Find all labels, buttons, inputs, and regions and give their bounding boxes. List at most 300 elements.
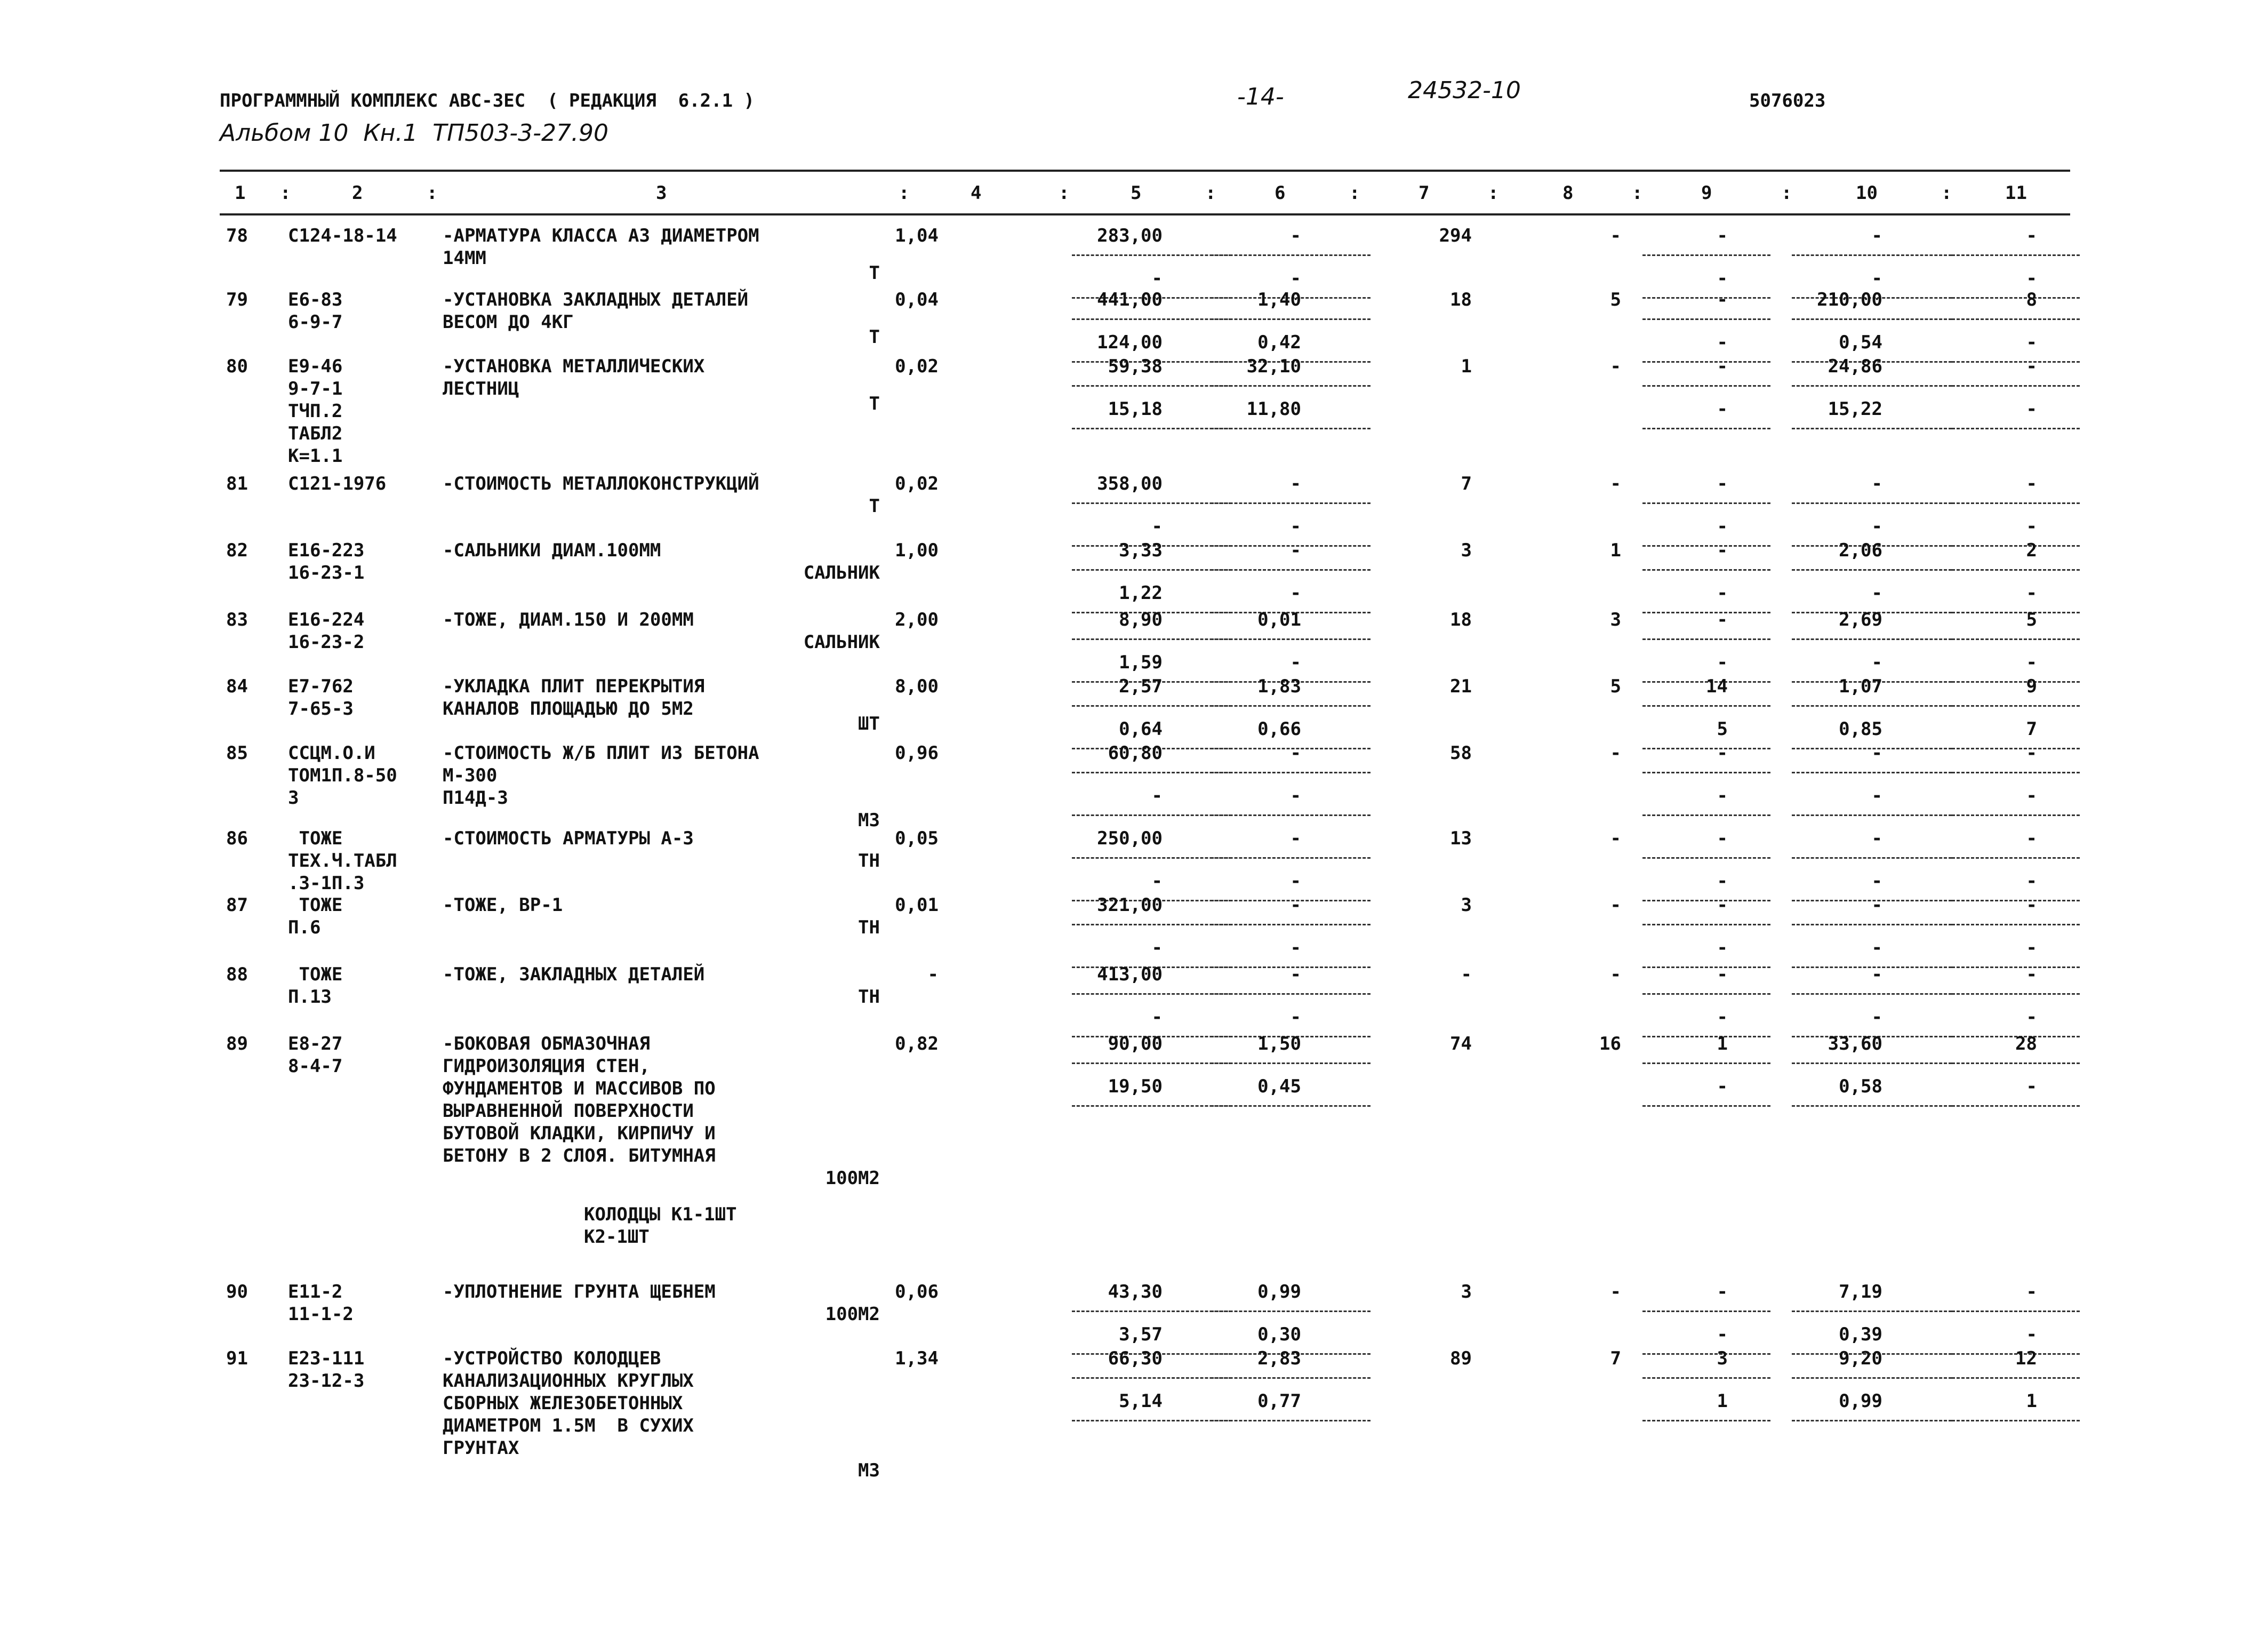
unit-of-measure: ТН	[858, 850, 880, 872]
cell-divider	[1211, 993, 1371, 995]
cell-divider	[1072, 385, 1232, 387]
row-number: 90	[226, 1281, 248, 1303]
cost-c6-sub: -	[1290, 582, 1301, 604]
value-c11-sub: -	[2026, 870, 2037, 892]
cost-c5-sub: -	[1151, 1006, 1163, 1028]
value-c11-sub: -	[2026, 937, 2037, 958]
quantity: 0,04	[895, 289, 939, 310]
cost-c6: -	[1290, 225, 1301, 246]
work-description: ГИДРОИЗОЛЯЦИЯ СТЕН,	[443, 1056, 650, 1077]
cell-divider	[1952, 1105, 2080, 1107]
row-number: 87	[226, 894, 248, 916]
table-top-rule	[220, 170, 2070, 172]
column-separator: :	[280, 182, 291, 204]
cost-c5: 321,00	[1097, 894, 1163, 916]
cell-divider	[1792, 924, 1952, 925]
cell-divider	[1211, 1062, 1371, 1064]
quantity: 0,82	[895, 1033, 939, 1054]
column-number-6: 6	[1275, 182, 1286, 204]
value-c11-sub: -	[2026, 582, 2037, 604]
cost-c6: -	[1290, 540, 1301, 561]
cell-divider	[1952, 569, 2080, 571]
norm-code: 7-65-3	[288, 698, 354, 720]
total-c8: -	[1610, 894, 1621, 916]
value-c9-sub: -	[1717, 652, 1728, 673]
cell-divider	[1792, 638, 1952, 640]
value-c9: -	[1717, 540, 1728, 561]
work-description: -УСТАНОВКА ЗАКЛАДНЫХ ДЕТАЛЕЙ	[443, 289, 749, 310]
cell-divider	[1642, 1311, 1770, 1312]
cost-c6-sub: -	[1290, 785, 1301, 806]
row-number: 80	[226, 356, 248, 377]
norm-code: ТОЖЕ	[288, 828, 343, 849]
value-c9: -	[1717, 473, 1728, 494]
cell-divider	[1952, 428, 2080, 429]
total-c7: 21	[1450, 676, 1472, 697]
cost-c10: 33,60	[1828, 1033, 1882, 1054]
value-c9: -	[1717, 356, 1728, 377]
work-description: -УСТРОЙСТВО КОЛОДЦЕВ	[443, 1348, 661, 1369]
norm-code: Е9-46	[288, 356, 343, 377]
norm-code: Е7-762	[288, 676, 354, 697]
value-c9: -	[1717, 964, 1728, 985]
norm-code: .3-1П.3	[288, 873, 365, 894]
norm-code: 23-12-3	[288, 1370, 365, 1392]
cost-c5: 43,30	[1108, 1281, 1163, 1303]
cell-divider	[1642, 569, 1770, 571]
row-number: 91	[226, 1348, 248, 1369]
cost-c6-sub: 0,30	[1257, 1324, 1301, 1345]
cell-divider	[1211, 705, 1371, 707]
unit-of-measure: Т	[869, 326, 880, 348]
row-number: 79	[226, 289, 248, 310]
value-c11-sub: -	[2026, 516, 2037, 537]
cost-c10-sub: -	[1871, 582, 1882, 604]
column-separator: :	[1941, 182, 1952, 204]
value-c11-sub: -	[2026, 332, 2037, 353]
cell-divider	[1072, 569, 1232, 571]
cost-c10: -	[1871, 742, 1882, 764]
cost-c5-sub: 0,64	[1119, 718, 1163, 740]
norm-code: ССЦМ.О.И	[288, 742, 375, 764]
cell-divider	[1072, 993, 1232, 995]
norm-code: Е8-27	[288, 1033, 343, 1054]
column-separator: :	[1349, 182, 1360, 204]
total-c8: 16	[1599, 1033, 1621, 1054]
work-description: -ТОЖЕ, ЗАКЛАДНЫХ ДЕТАЛЕЙ	[443, 964, 705, 985]
cost-c6: 1,83	[1257, 676, 1301, 697]
norm-code: 11-1-2	[288, 1304, 354, 1325]
total-c8: 1	[1610, 540, 1621, 561]
total-c8: 3	[1610, 609, 1621, 630]
work-description: КАНАЛОВ ПЛОЩАДЬЮ ДО 5М2	[443, 698, 694, 720]
cost-c5: 3,33	[1119, 540, 1163, 561]
cell-divider	[1642, 254, 1770, 256]
cell-divider	[1952, 254, 2080, 256]
cell-divider	[1211, 857, 1371, 859]
cost-c6-sub: -	[1290, 268, 1301, 289]
value-c11: -	[2026, 964, 2037, 985]
norm-code: С121-1976	[288, 473, 387, 494]
cell-divider	[1792, 502, 1952, 504]
cost-c6: -	[1290, 742, 1301, 764]
work-description: -УКЛАДКА ПЛИТ ПЕРЕКРЫТИЯ	[443, 676, 705, 697]
value-c9-sub: -	[1717, 1076, 1728, 1097]
cell-divider	[1792, 569, 1952, 571]
unit-of-measure: ТН	[858, 986, 880, 1008]
value-c11: -	[2026, 828, 2037, 849]
cell-divider	[1792, 993, 1952, 995]
value-c9: -	[1717, 1281, 1728, 1303]
column-separator: :	[1488, 182, 1499, 204]
column-number-7: 7	[1418, 182, 1430, 204]
cost-c5-sub: -	[1151, 870, 1163, 892]
cost-c6-sub: -	[1290, 652, 1301, 673]
cost-c10: -	[1871, 964, 1882, 985]
cost-c10-sub: -	[1871, 870, 1882, 892]
work-description: ДИАМЕТРОМ 1.5М В СУХИХ	[443, 1415, 694, 1436]
cost-c5-sub: 1,22	[1119, 582, 1163, 604]
cell-divider	[1211, 569, 1371, 571]
cost-c10: 9,20	[1839, 1348, 1882, 1369]
quantity: 0,01	[895, 894, 939, 916]
cell-divider	[1952, 1420, 2080, 1421]
total-c7: 13	[1450, 828, 1472, 849]
value-c11: -	[2026, 1281, 2037, 1303]
total-c8: -	[1610, 225, 1621, 246]
column-separator: :	[1781, 182, 1792, 204]
section-heading: КОЛОДЦЫ К1-1ШТ	[584, 1204, 737, 1225]
column-separator: :	[1059, 182, 1070, 204]
cell-divider	[1072, 1062, 1232, 1064]
cost-c5-sub: 3,57	[1119, 1324, 1163, 1345]
section-heading: К2-1ШТ	[584, 1226, 650, 1248]
value-c11: 12	[2015, 1348, 2037, 1369]
value-c11-sub: -	[2026, 652, 2037, 673]
total-c8: -	[1610, 828, 1621, 849]
cost-c6-sub: 0,66	[1257, 718, 1301, 740]
norm-code: 9-7-1	[288, 378, 343, 399]
cell-divider	[1211, 772, 1371, 773]
value-c11: 2	[2026, 540, 2037, 561]
cell-divider	[1211, 1311, 1371, 1312]
quantity: 1,00	[895, 540, 939, 561]
cost-c10-sub: 0,99	[1839, 1391, 1882, 1412]
unit-of-measure: 100М2	[825, 1168, 880, 1189]
norm-code: Е16-224	[288, 609, 365, 630]
norm-code: Е6-83	[288, 289, 343, 310]
cell-divider	[1792, 428, 1952, 429]
unit-of-measure: ШТ	[858, 713, 880, 734]
quantity: 8,00	[895, 676, 939, 697]
value-c9: -	[1717, 289, 1728, 310]
column-number-8: 8	[1562, 182, 1574, 204]
cell-divider	[1792, 772, 1952, 773]
cost-c5: 8,90	[1119, 609, 1163, 630]
cost-c6-sub: 11,80	[1246, 398, 1301, 420]
value-c11-sub: 7	[2026, 718, 2037, 740]
work-description: ФУНДАМЕНТОВ И МАССИВОВ ПО	[443, 1078, 716, 1099]
norm-code: 16-23-2	[288, 632, 365, 653]
unit-of-measure: М3	[858, 1460, 880, 1481]
cell-divider	[1072, 857, 1232, 859]
norm-code: ТАБЛ2	[288, 423, 343, 444]
value-c11: -	[2026, 473, 2037, 494]
cost-c6-sub: -	[1290, 870, 1301, 892]
work-description: -ТОЖЕ, ДИАМ.150 И 200ММ	[443, 609, 694, 630]
cell-divider	[1952, 705, 2080, 707]
column-number-5: 5	[1131, 182, 1142, 204]
cell-divider	[1792, 1377, 1952, 1379]
cell-divider	[1952, 1311, 2080, 1312]
cell-divider	[1642, 857, 1770, 859]
cost-c6: -	[1290, 473, 1301, 494]
work-description: -ТОЖЕ, ВР-1	[443, 894, 563, 916]
work-description: -БОКОВАЯ ОБМАЗОЧНАЯ	[443, 1033, 650, 1054]
cell-divider	[1952, 318, 2080, 320]
cell-divider	[1952, 1062, 2080, 1064]
column-separator: :	[427, 182, 438, 204]
cost-c10: 2,69	[1839, 609, 1882, 630]
norm-code: П.13	[288, 986, 332, 1008]
cell-divider	[1642, 638, 1770, 640]
total-c8: -	[1610, 742, 1621, 764]
unit-of-measure: САЛЬНИК	[803, 632, 880, 653]
row-number: 85	[226, 742, 248, 764]
value-c11: 9	[2026, 676, 2037, 697]
cost-c5: 413,00	[1097, 964, 1163, 985]
cell-divider	[1211, 638, 1371, 640]
unit-of-measure: САЛЬНИК	[803, 562, 880, 584]
value-c11-sub: -	[2026, 398, 2037, 420]
work-description: П14Д-3	[443, 787, 508, 809]
album-reference: Альбом 10 Кн.1 ТП503-3-27.90	[220, 119, 608, 147]
total-c7: 294	[1439, 225, 1472, 246]
norm-code: ТЕХ.Ч.ТАБЛ	[288, 850, 397, 872]
cell-divider	[1792, 1311, 1952, 1312]
cost-c5: 90,00	[1108, 1033, 1163, 1054]
cost-c6: 32,10	[1246, 356, 1301, 377]
total-c7: 3	[1461, 1281, 1472, 1303]
cell-divider	[1642, 1377, 1770, 1379]
cell-divider	[1642, 428, 1770, 429]
value-c11: -	[2026, 356, 2037, 377]
cost-c6: 0,01	[1257, 609, 1301, 630]
column-separator: :	[1205, 182, 1216, 204]
cell-divider	[1642, 318, 1770, 320]
total-c8: 5	[1610, 676, 1621, 697]
cost-c6: 1,50	[1257, 1033, 1301, 1054]
cost-c10-sub: -	[1871, 785, 1882, 806]
total-c8: -	[1610, 1281, 1621, 1303]
value-c9-sub: -	[1717, 516, 1728, 537]
cell-divider	[1642, 1420, 1770, 1421]
value-c9: 3	[1717, 1348, 1728, 1369]
norm-code: ТОЖЕ	[288, 894, 343, 916]
cell-divider	[1792, 385, 1952, 387]
cost-c10: -	[1871, 225, 1882, 246]
work-description: 14ММ	[443, 247, 486, 269]
cost-c10: 24,86	[1828, 356, 1882, 377]
row-number: 89	[226, 1033, 248, 1054]
value-c9-sub: -	[1717, 398, 1728, 420]
total-c7: 58	[1450, 742, 1472, 764]
cell-divider	[1072, 254, 1232, 256]
row-number: 81	[226, 473, 248, 494]
value-c9: 1	[1717, 1033, 1728, 1054]
cell-divider	[1072, 638, 1232, 640]
work-description: ГРУНТАХ	[443, 1437, 519, 1459]
cost-c5-sub: 19,50	[1108, 1076, 1163, 1097]
column-number-10: 10	[1856, 182, 1878, 204]
cost-c5-sub: 1,59	[1119, 652, 1163, 673]
cost-c5: 283,00	[1097, 225, 1163, 246]
cost-c5: 250,00	[1097, 828, 1163, 849]
cost-c10: 1,07	[1839, 676, 1882, 697]
cell-divider	[1072, 428, 1232, 429]
cost-c6-sub: 0,45	[1257, 1076, 1301, 1097]
total-c7: 1	[1461, 356, 1472, 377]
cost-c10: -	[1871, 473, 1882, 494]
page-number: -14-	[1237, 83, 1284, 110]
value-c11-sub: -	[2026, 785, 2037, 806]
value-c9: -	[1717, 894, 1728, 916]
column-number-9: 9	[1701, 182, 1712, 204]
cell-divider	[1642, 814, 1770, 816]
row-number: 84	[226, 676, 248, 697]
total-c7: 3	[1461, 894, 1472, 916]
cost-c10: 2,06	[1839, 540, 1882, 561]
cell-divider	[1072, 318, 1232, 320]
cost-c5-sub: 124,00	[1097, 332, 1163, 353]
quantity: 0,05	[895, 828, 939, 849]
norm-code: 3	[288, 787, 299, 809]
cell-divider	[1642, 385, 1770, 387]
cell-divider	[1072, 772, 1232, 773]
cost-c6-sub: -	[1290, 937, 1301, 958]
header-bottom-rule	[220, 213, 2070, 215]
norm-code: ТОМ1П.8-50	[288, 765, 397, 786]
value-c9: 14	[1706, 676, 1728, 697]
value-c9-sub: 5	[1717, 718, 1728, 740]
cell-divider	[1211, 1377, 1371, 1379]
value-c11: 5	[2026, 609, 2037, 630]
value-c11-sub: -	[2026, 1076, 2037, 1097]
cell-divider	[1792, 857, 1952, 859]
program-title: ПРОГРАММНЫЙ КОМПЛЕКС АВС-3ЕС ( РЕДАКЦИЯ 6.2.1 )	[220, 90, 755, 111]
work-description: -АРМАТУРА КЛАССА А3 ДИАМЕТРОМ	[443, 225, 759, 246]
cell-divider	[1642, 772, 1770, 773]
cost-c10: -	[1871, 828, 1882, 849]
unit-of-measure: ТН	[858, 917, 880, 938]
norm-code: 8-4-7	[288, 1056, 343, 1077]
cell-divider	[1211, 814, 1371, 816]
norm-code: ТЧП.2	[288, 401, 343, 422]
cost-c5-sub: 15,18	[1108, 398, 1163, 420]
cell-divider	[1642, 705, 1770, 707]
cell-divider	[1792, 1062, 1952, 1064]
cost-c6: -	[1290, 964, 1301, 985]
cost-c5: 2,57	[1119, 676, 1163, 697]
cost-c5-sub: 5,14	[1119, 1391, 1163, 1412]
cost-c6: -	[1290, 828, 1301, 849]
document-number: 24532-10	[1408, 77, 1521, 104]
cost-c10-sub: 0,39	[1839, 1324, 1882, 1345]
work-description: М-300	[443, 765, 498, 786]
row-number: 78	[226, 225, 248, 246]
cell-divider	[1792, 254, 1952, 256]
value-c11-sub: -	[2026, 1006, 2037, 1028]
cost-c10-sub: 0,58	[1839, 1076, 1882, 1097]
cost-c5-sub: -	[1151, 268, 1163, 289]
cell-divider	[1792, 705, 1952, 707]
work-description: -УПЛОТНЕНИЕ ГРУНТА ЩЕБНЕМ	[443, 1281, 716, 1303]
cost-c6: 2,83	[1257, 1348, 1301, 1369]
cell-divider	[1072, 1311, 1232, 1312]
cell-divider	[1642, 993, 1770, 995]
total-c7: 7	[1461, 473, 1472, 494]
row-number: 88	[226, 964, 248, 985]
work-description: -СТОИМОСТЬ АРМАТУРЫ А-3	[443, 828, 694, 849]
cost-c5-sub: -	[1151, 785, 1163, 806]
cell-divider	[1072, 502, 1232, 504]
value-c9: -	[1717, 828, 1728, 849]
quantity: 1,34	[895, 1348, 939, 1369]
cost-c5: 66,30	[1108, 1348, 1163, 1369]
total-c7: -	[1461, 964, 1472, 985]
work-description: -СТОИМОСТЬ Ж/Б ПЛИТ ИЗ БЕТОНА	[443, 742, 759, 764]
norm-code: П.6	[288, 917, 321, 938]
column-number-11: 11	[2005, 182, 2027, 204]
column-number-2: 2	[352, 182, 363, 204]
work-description: БУТОВОЙ КЛАДКИ, КИРПИЧУ И	[443, 1123, 716, 1144]
value-c9: -	[1717, 742, 1728, 764]
unit-of-measure: М3	[858, 810, 880, 831]
norm-code: 16-23-1	[288, 562, 365, 584]
cost-c10-sub: -	[1871, 937, 1882, 958]
value-c11: -	[2026, 894, 2037, 916]
column-number-4: 4	[971, 182, 982, 204]
cell-divider	[1072, 1377, 1232, 1379]
value-c11: 8	[2026, 289, 2037, 310]
value-c9-sub: -	[1717, 582, 1728, 604]
cost-c5-sub: -	[1151, 937, 1163, 958]
quantity: -	[927, 964, 939, 985]
cell-divider	[1952, 924, 2080, 925]
value-c9: -	[1717, 609, 1728, 630]
cell-divider	[1072, 924, 1232, 925]
value-c11-sub: -	[2026, 268, 2037, 289]
cost-c5: 60,80	[1108, 742, 1163, 764]
value-c11-sub: 1	[2026, 1391, 2037, 1412]
cell-divider	[1211, 254, 1371, 256]
total-c7: 74	[1450, 1033, 1472, 1054]
column-separator: :	[1632, 182, 1643, 204]
cell-divider	[1642, 502, 1770, 504]
cost-c6-sub: -	[1290, 516, 1301, 537]
total-c7: 3	[1461, 540, 1472, 561]
value-c11: 28	[2015, 1033, 2037, 1054]
cell-divider	[1072, 1420, 1232, 1421]
unit-of-measure: 100М2	[825, 1304, 880, 1325]
norm-code: Е16-223	[288, 540, 365, 561]
cost-c10-sub: -	[1871, 268, 1882, 289]
row-number: 82	[226, 540, 248, 561]
row-number: 83	[226, 609, 248, 630]
cost-c6: -	[1290, 894, 1301, 916]
cost-c10: 210,00	[1817, 289, 1882, 310]
total-c8: 7	[1610, 1348, 1621, 1369]
